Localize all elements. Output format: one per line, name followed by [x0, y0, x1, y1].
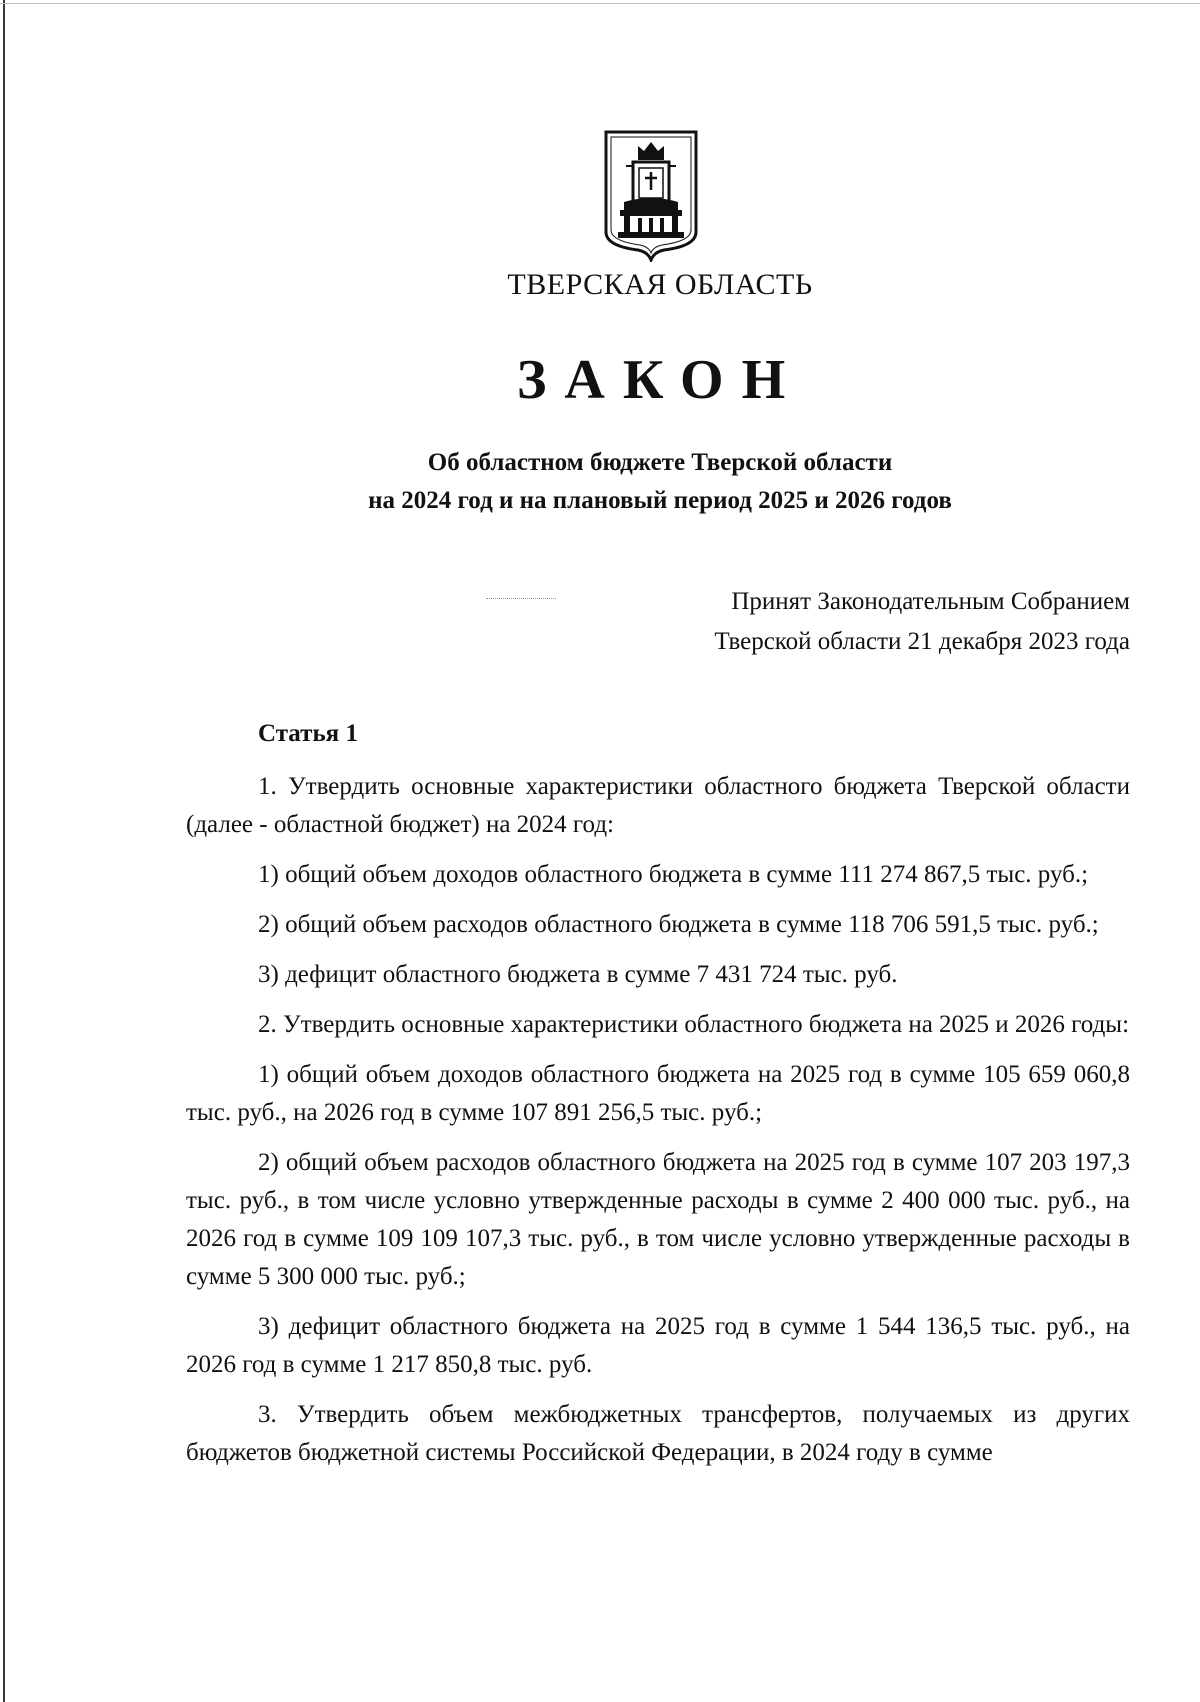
paragraph: 1) общий объем доходов областного бюджета на 2025 год в сумме 105 659 060,8 тыс. руб., на 2026 год в сумме 107 891 256,5 тыс. руб.; — [186, 1061, 1130, 1126]
law-subject-line-2: на 2024 год и на плановый период 2025 и 2026 годов — [368, 487, 952, 514]
adoption-note-line-1: Принят Законодательным Собранием — [731, 588, 1130, 615]
adoption-note-line-2: Тверской области 21 декабря 2023 года — [714, 628, 1130, 655]
paragraph: 2) общий объем расходов областного бюджета на 2025 год в сумме 107 203 197,3 тыс. руб., в том числе условно утвержденные расходы в сумме 2 400 000 тыс. руб., на 2026 год в сумме 109 109 107,3 тыс. руб., в том числе условно утвержденные расходы в сумме 5 300 000 тыс. руб.; — [186, 1149, 1130, 1290]
paragraph: 3. Утвердить объем межбюджетных трансфертов, получаемых из других бюджетов бюджетной системы Российской Федерации, в 2024 году в сумме — [186, 1401, 1130, 1466]
paragraph: 2) общий объем расходов областного бюджета в сумме 118 706 591,5 тыс. руб.; — [258, 911, 1099, 938]
scan-edge-top — [0, 3, 1200, 4]
document-type-title: ЗАКОН — [516, 349, 804, 411]
paragraph: 1. Утвердить основные характеристики областного бюджета Тверской области (далее - областной бюджет) на 2024 год: — [186, 773, 1130, 838]
tver-coat-of-arms-icon — [602, 128, 700, 262]
paragraph: 3) дефицит областного бюджета в сумме 7 431 724 тыс. руб. — [258, 961, 898, 988]
article-body — [186, 768, 1130, 1484]
law-subject-line-1: Об областном бюджете Тверской области — [427, 449, 893, 476]
paragraph: 3) дефицит областного бюджета на 2025 год в сумме 1 544 136,5 тыс. руб., на 2026 год в сумме 1 217 850,8 тыс. руб. — [186, 1313, 1130, 1378]
article-title: Статья 1 — [258, 720, 358, 747]
law-subject — [0, 444, 1200, 520]
region-title: ТВЕРСКАЯ ОБЛАСТЬ — [507, 268, 813, 301]
scan-artifact — [486, 598, 556, 603]
paragraph: 2. Утвердить основные характеристики областного бюджета на 2025 и 2026 годы: — [258, 1011, 1130, 1038]
scan-edge-left — [3, 0, 5, 1702]
adoption-note — [714, 582, 1130, 662]
paragraph: 1) общий объем доходов областного бюджета в сумме 111 274 867,5 тыс. руб.; — [258, 861, 1089, 888]
